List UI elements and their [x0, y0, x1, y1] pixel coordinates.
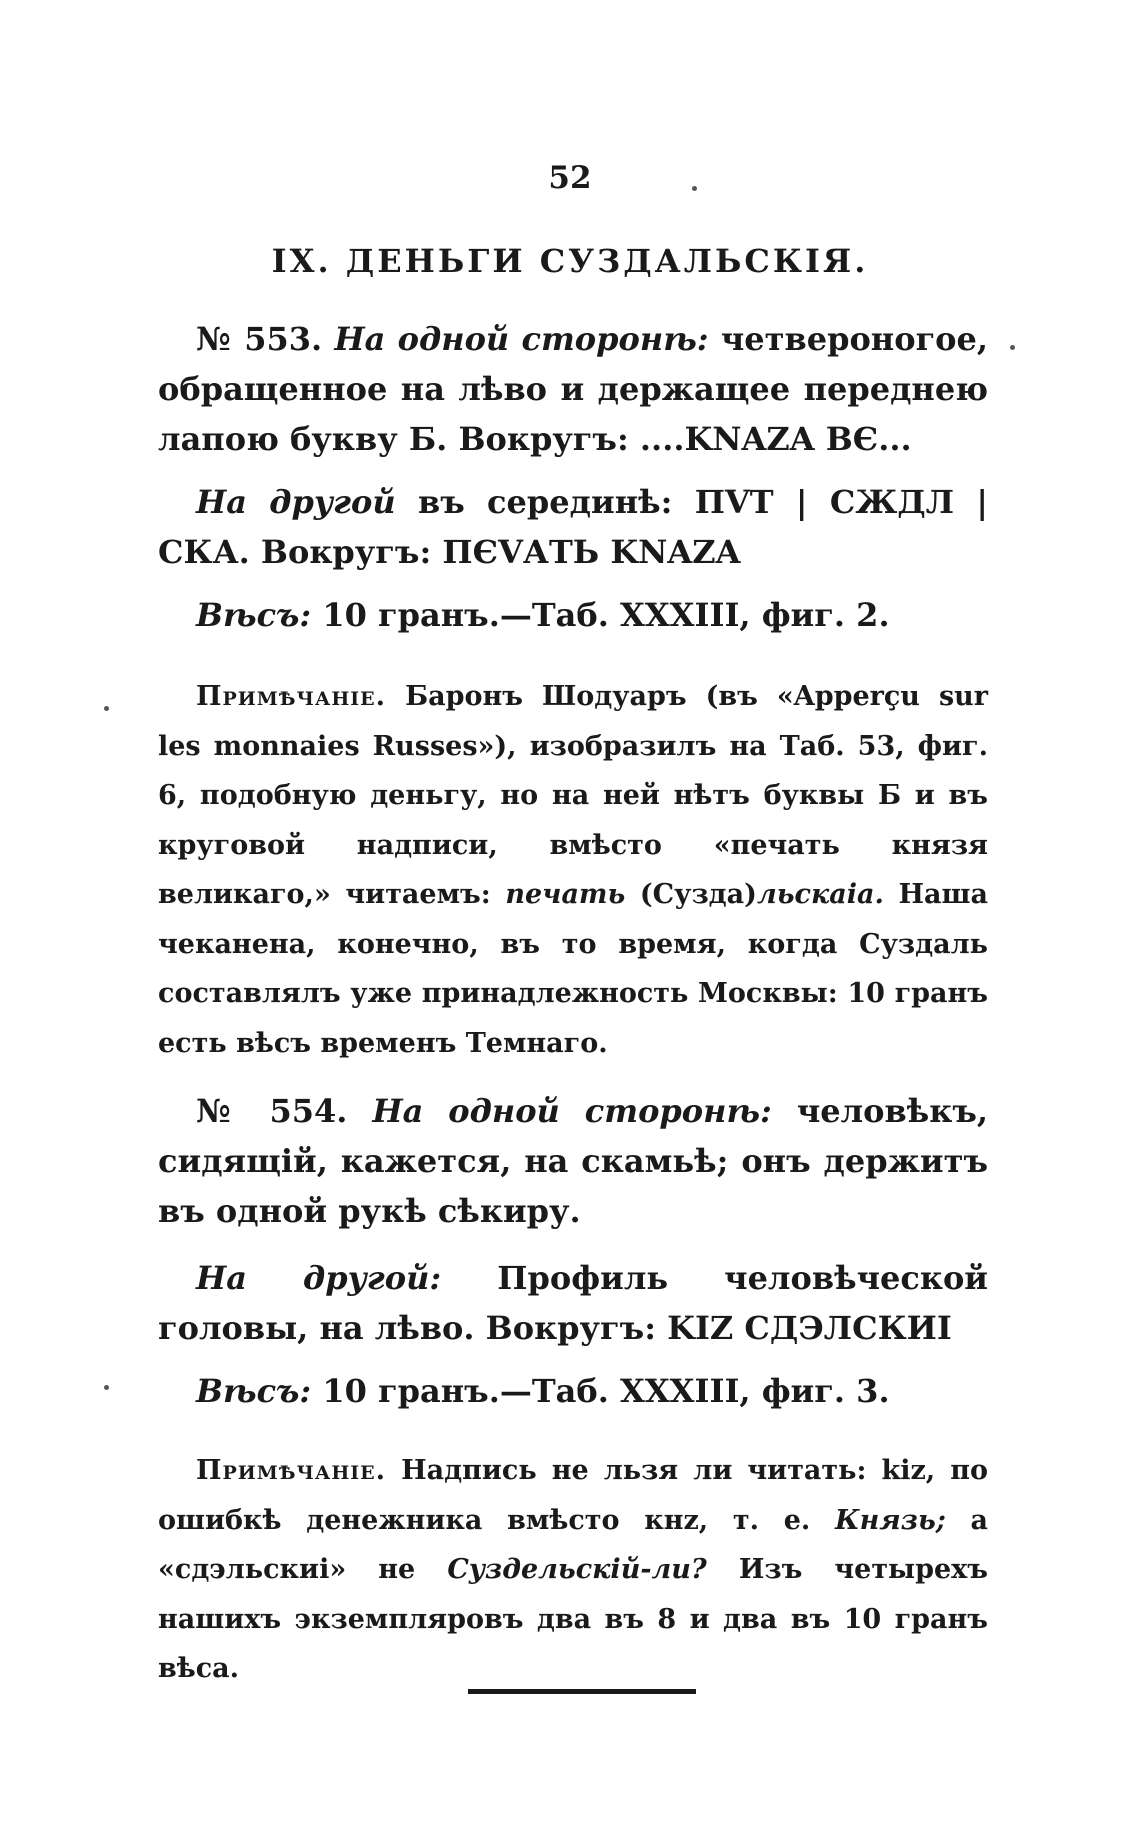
- section-heading: IX. ДЕНЬГИ СУЗДАЛЬСКІЯ.: [271, 242, 869, 280]
- entry-554-note-text-2: а «сдэльскиі» не: [158, 1504, 989, 1585]
- entry-554-side2-text: Профиль человѣческой головы, на лѣво. Вокругъ: KIZ СДЭЛСКИІ: [158, 1259, 989, 1347]
- entry-553-side1-label: На одной сторонѣ:: [334, 320, 709, 358]
- entry-554-number: № 554.: [196, 1092, 348, 1130]
- entry-554-note-italic-2: Суздельскій-ли?: [447, 1554, 707, 1585]
- page-number: 52: [548, 160, 592, 196]
- entry-553-number: № 553.: [196, 320, 323, 358]
- entry-554-side2-label: На другой:: [196, 1259, 442, 1297]
- entry-554-side1-text: человѣкъ, сидящій, кажется, на скамьѣ; онъ держитъ въ одной рукѣ сѣкиру.: [158, 1092, 989, 1230]
- entry-554-weight-text: 10 гранъ.—Таб. XXXIII, фиг. 3.: [322, 1372, 890, 1410]
- entry-554-note-label: Примѣчаніе.: [196, 1455, 387, 1486]
- entry-553-note-text-2: (Сузда): [639, 879, 757, 910]
- paper-speck: [692, 186, 697, 191]
- entry-554-note: [158, 1446, 988, 1694]
- entry-553-obverse: [158, 314, 988, 464]
- entry-553-note-text-1: Баронъ Шодуаръ (въ «Apperçu sur les monnaies Russes»), изобразилъ на Таб. 53, фиг. 6, подобную деньгу, но на ней нѣтъ буквы Б и въ круговой надписи, вмѣсто «печать князя великаго,» читаемъ:: [158, 681, 988, 910]
- entry-553-weight: [158, 590, 988, 640]
- entry-553-note-italic-2: льскаіа.: [756, 879, 884, 910]
- entry-554-note-text-1: Надпись не льзя ли читать: kiz, по ошибкѣ денежника вмѣсто кнz, т. е.: [158, 1455, 989, 1536]
- entry-554-side1-label: На одной сторонѣ:: [372, 1092, 772, 1130]
- entry-553-side2-label: На другой: [196, 483, 396, 521]
- entry-553-weight-text: 10 гранъ.—Таб. XXXIII, фиг. 2.: [322, 596, 890, 634]
- end-rule: [468, 1689, 696, 1694]
- entry-553-side2-text: въ серединѣ: ПVТ | СЖДЛ | СКА. Вокругъ: ПЄVАТЬ KNAZA: [158, 483, 989, 571]
- entry-553-note-text-3: Наша чеканена, конечно, въ то время, когда Суздаль составлялъ уже принадлежность Москвы: 10 гранъ есть вѣсъ временъ Темнаго.: [158, 879, 989, 1059]
- entry-553-note-label: Примѣчаніе.: [196, 681, 387, 712]
- entry-553-reverse: [158, 477, 988, 577]
- entry-553-note-italic-1: печать: [505, 879, 626, 910]
- entry-554-weight-label: Вѣсъ:: [196, 1372, 312, 1410]
- entry-553-note: [158, 672, 988, 1068]
- entry-554-note-text-3: Изъ четырехъ нашихъ экземпляровъ два въ 8 и два въ 10 гранъ вѣса.: [158, 1554, 988, 1684]
- entry-553-weight-label: Вѣсъ:: [196, 596, 312, 634]
- entry-554-note-italic-1: Князь;: [835, 1504, 946, 1536]
- entry-554-weight: [158, 1366, 988, 1416]
- paper-speck: [1010, 345, 1015, 350]
- entry-553-side1-text: четвероногое, обращенное на лѣво и держащее переднею лапою букву Б. Вокругъ: ....KNAZA ВЄ...: [158, 320, 989, 458]
- entry-554-reverse: [158, 1253, 988, 1353]
- entry-554-obverse: [158, 1086, 988, 1236]
- paper-speck: [104, 1385, 109, 1390]
- paper-speck: [104, 706, 109, 711]
